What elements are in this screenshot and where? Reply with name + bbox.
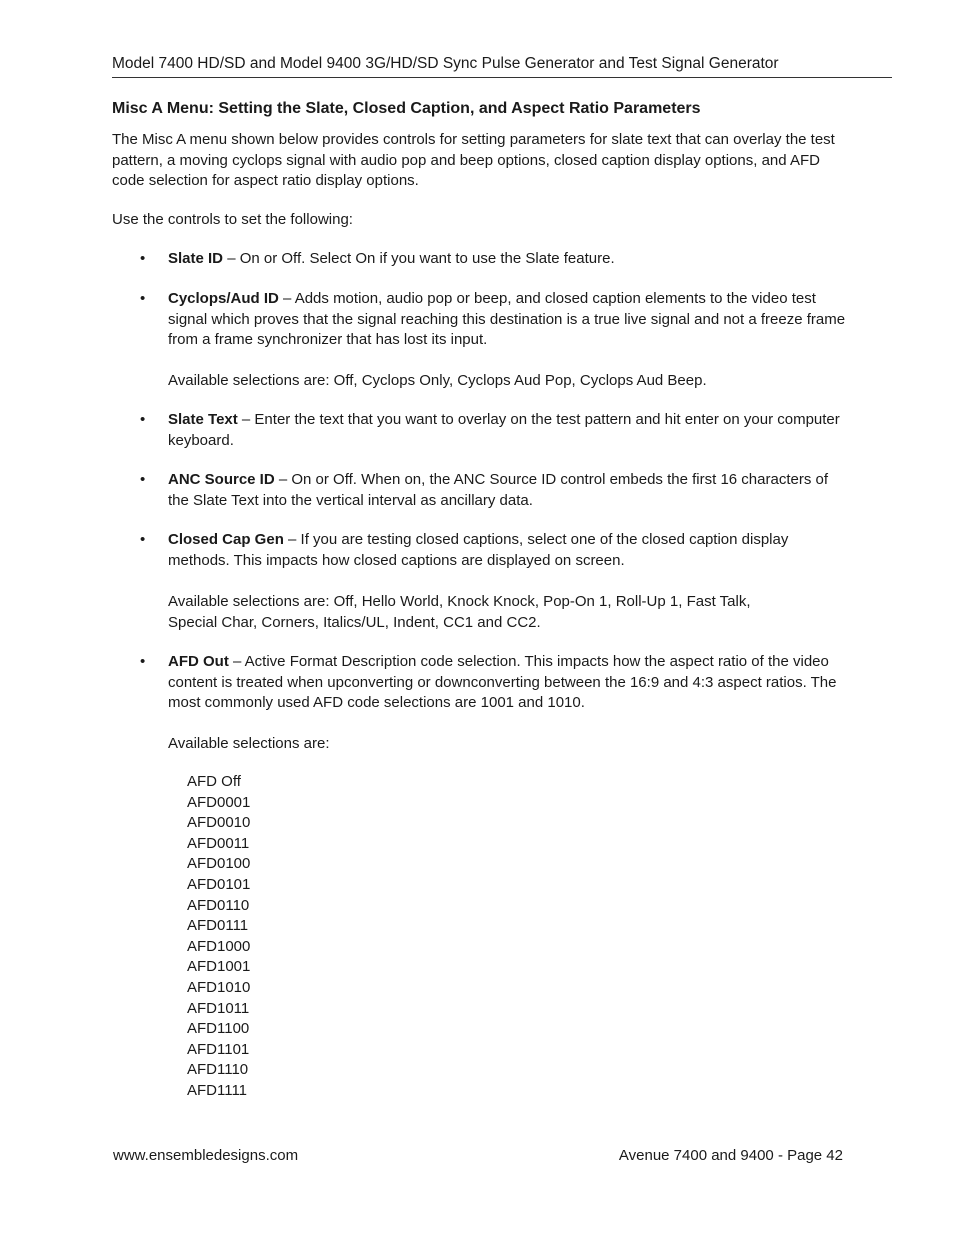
afd-option: AFD0100 (187, 855, 251, 873)
afd-available-selections: Available selections are: (168, 735, 330, 752)
afd-option: AFD0010 (187, 814, 251, 832)
afd-options-list (187, 772, 250, 1102)
afd-option: AFD1001 (187, 958, 251, 976)
afd-option: AFD0110 (187, 896, 250, 914)
page-header (112, 54, 892, 78)
use-controls-line: Use the controls to set the following: (112, 211, 353, 228)
header-title: Model 7400 HD/SD and Model 9400 3G/HD/SD Sync Pulse Generator and Test Signal Generator (112, 55, 779, 72)
bullet-term: Closed Cap Gen (168, 531, 284, 548)
afd-option: AFD0011 (187, 834, 250, 852)
afd-option: AFD Off (187, 773, 241, 790)
bullet-desc: – If you are testing closed captions, select one of the closed caption display methods. This impacts how closed captions are displayed on screen. (168, 531, 789, 569)
bullet-desc: – Active Format Description code selection. This impacts how the aspect ratio of the video content is treated when upconverting or downconverting between the 16:9 and 4:3 aspect ratios. The most commonly used AFD code selections are 1001 and 1010. (168, 653, 837, 711)
bullet-icon: • (140, 250, 146, 267)
bullet-icon: • (140, 471, 146, 488)
bullet-icon: • (140, 531, 146, 548)
afd-option: AFD1010 (187, 978, 251, 996)
footer-website: www.ensembledesigns.com (113, 1147, 299, 1164)
bullet-term: ANC Source ID (168, 471, 275, 488)
bullet-icon: • (140, 411, 146, 428)
afd-option: AFD1110 (187, 1061, 249, 1079)
bullet-desc: – On or Off. When on, the ANC Source ID control embeds the first 16 characters of the Slate Text into the vertical interval as ancillary data. (168, 471, 829, 509)
intro-paragraph: The Misc A menu shown below provides controls for setting parameters for slate text that can overlay the test pattern, a moving cyclops signal with audio pop and beep options, closed caption display options, and AFD code selection for aspect ratio display options. (112, 131, 835, 189)
afd-option: AFD0001 (187, 793, 251, 811)
afd-option: AFD0111 (187, 917, 249, 935)
afd-option: AFD1111 (187, 1081, 248, 1099)
section-title: Misc A Menu: Setting the Slate, Closed Caption, and Aspect Ratio Parameters (112, 100, 701, 117)
afd-option: AFD1101 (187, 1040, 250, 1058)
closed-cap-selections-line-2: Special Char, Corners, Italics/UL, Indent, CC1 and CC2. (168, 613, 541, 631)
closed-cap-available-selections (168, 592, 848, 633)
bullet-icon: • (140, 653, 146, 670)
bullet-term: AFD Out (168, 653, 229, 670)
bullet-icon: • (140, 290, 146, 307)
afd-option: AFD1000 (187, 937, 251, 955)
afd-option: AFD1011 (187, 999, 250, 1017)
afd-option: AFD0101 (187, 875, 251, 893)
closed-cap-selections-line-1: Available selections are: Off, Hello World, Knock Knock, Pop-On 1, Roll-Up 1, Fast Talk, (168, 593, 751, 610)
afd-option: AFD1100 (187, 1020, 250, 1038)
cyclops-available-selections: Available selections are: Off, Cyclops Only, Cyclops Aud Pop, Cyclops Aud Beep. (168, 372, 707, 389)
bullet-term: Slate Text (168, 411, 238, 428)
bullet-term: Slate ID (168, 250, 224, 267)
bullet-desc: – On or Off. Select On if you want to use the Slate feature. (223, 250, 615, 267)
footer-page-number: Avenue 7400 and 9400 - Page 42 (618, 1147, 843, 1164)
bullet-term: Cyclops/Aud ID (168, 290, 279, 307)
bullet-desc: – Adds motion, audio pop or beep, and closed caption elements to the video test signal which proves that the signal reaching this destination is a true live signal and not a freeze frame from a frame synchronizer that has lost its input. (168, 290, 846, 348)
bullet-desc: – Enter the text that you want to overlay on the test pattern and hit enter on your computer keyboard. (168, 411, 840, 449)
